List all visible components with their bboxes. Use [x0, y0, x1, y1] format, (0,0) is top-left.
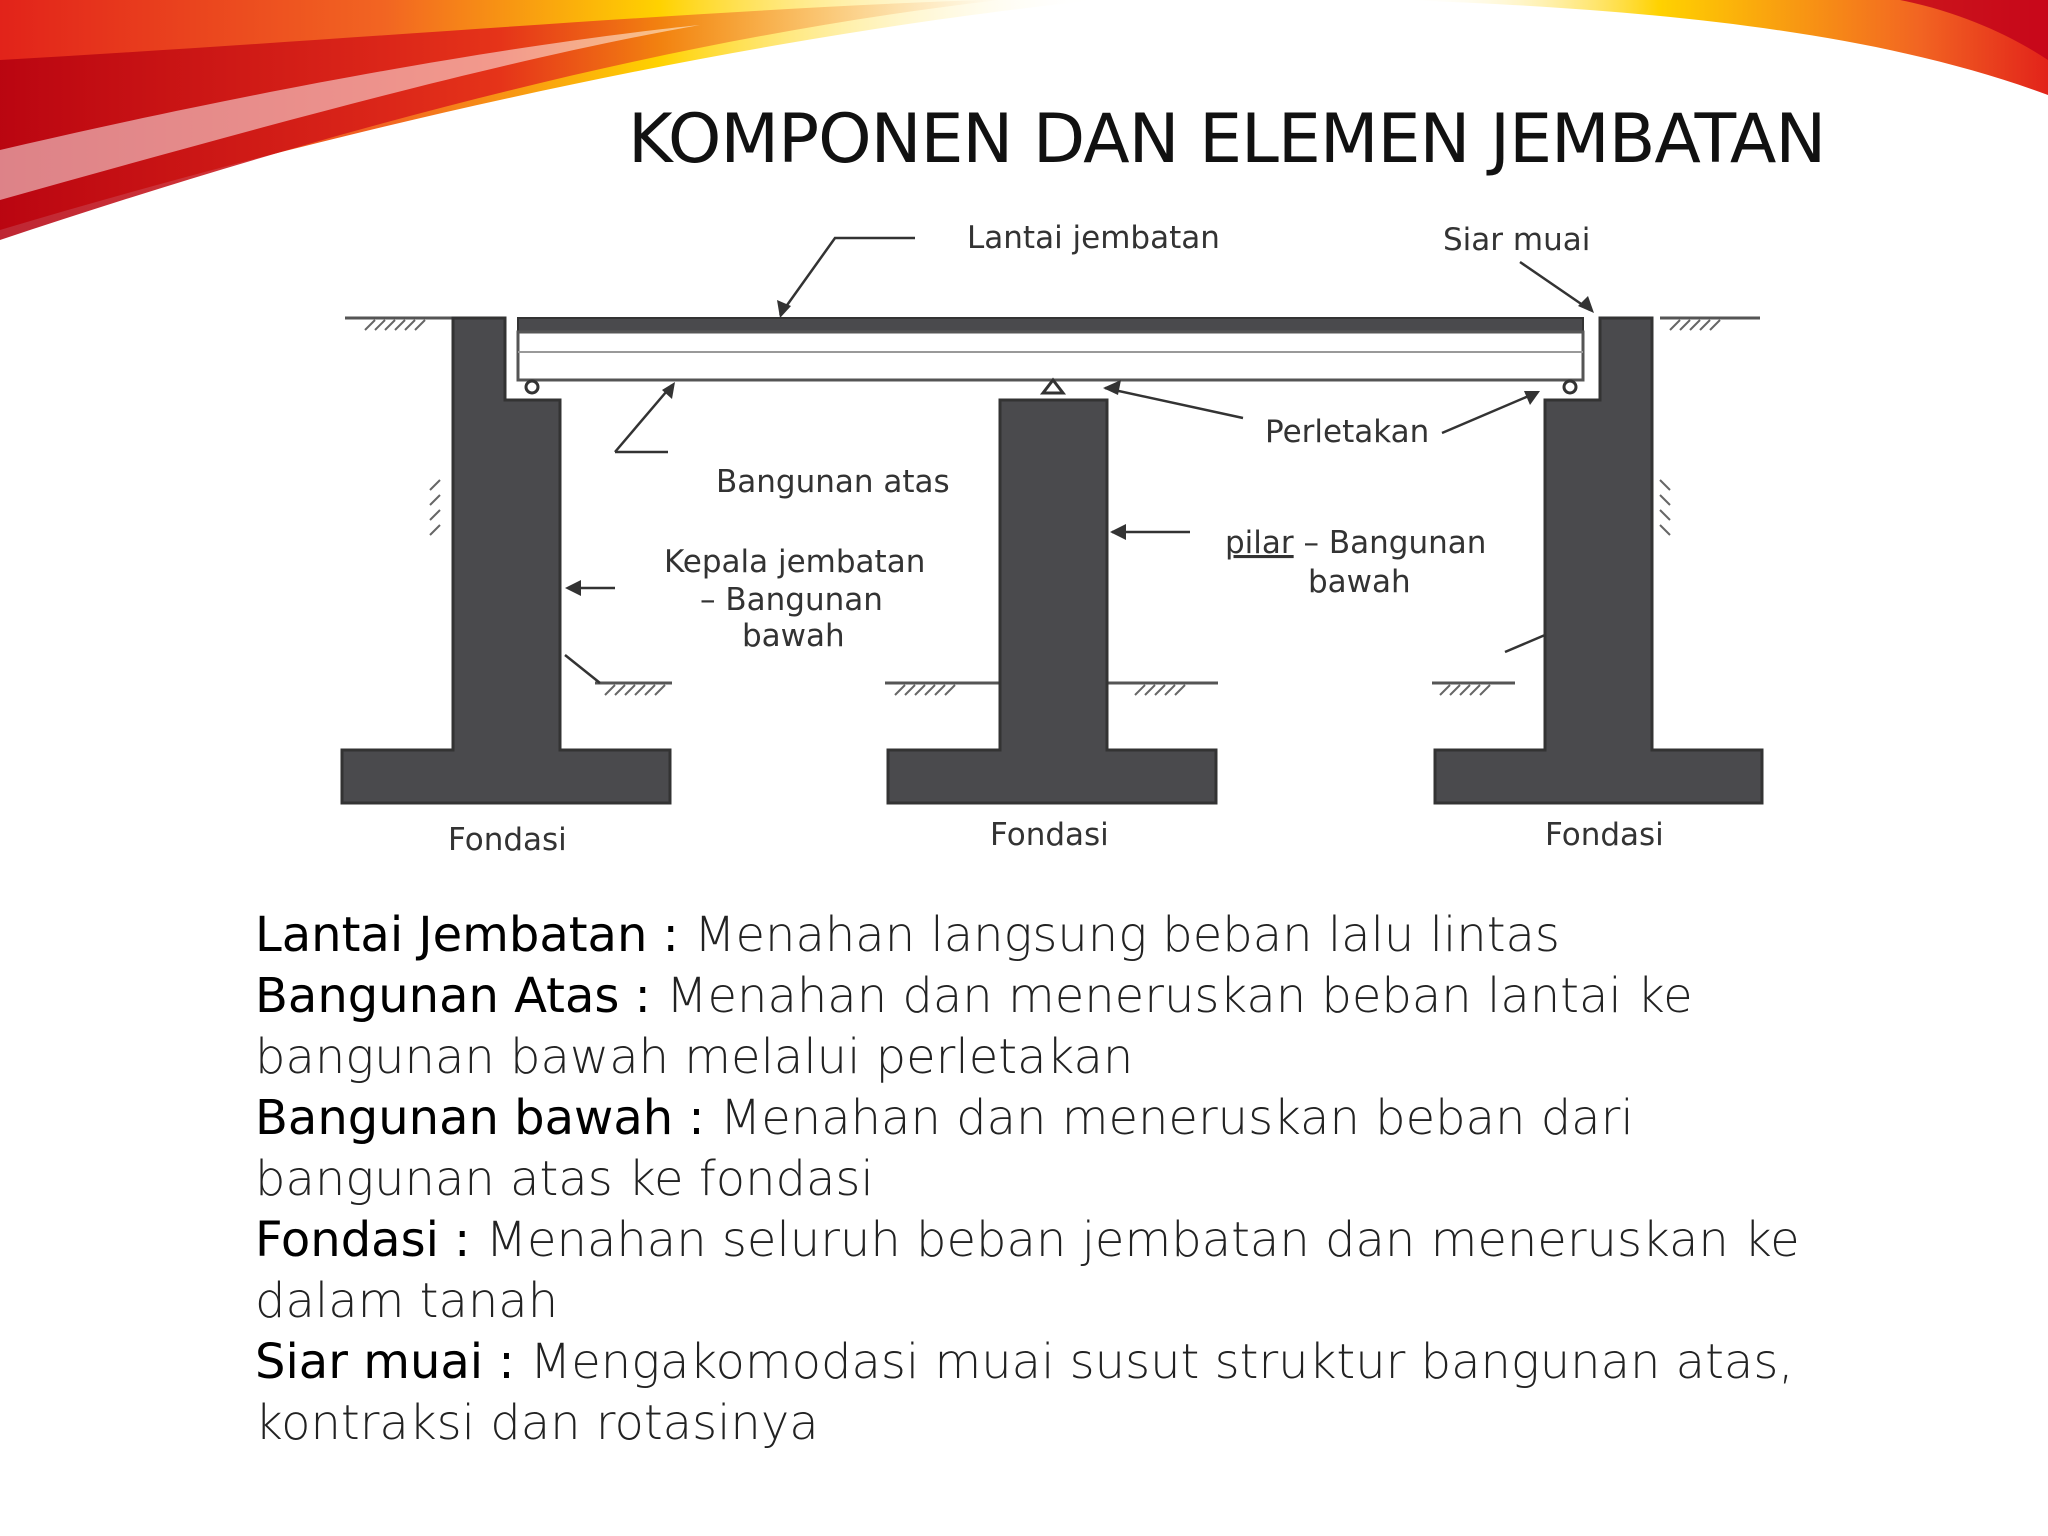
definition-desc: Menahan dan meneruskan beban lantai ke bangunan bawah melalui perletakan: [255, 968, 1693, 1085]
label-fondasi-center: Fondasi: [990, 817, 1109, 853]
label-pilar-word: pilar: [1225, 525, 1294, 561]
label-fondasi-left: Fondasi: [448, 822, 567, 858]
definition-bangunan-atas: [255, 966, 1875, 1088]
label-pilar-line2: bawah: [1308, 564, 1411, 600]
definition-desc: Menahan seluruh beban jembatan dan meneruskan ke dalam tanah: [255, 1212, 1800, 1329]
label-kepala-jembatan: Kepala jembatan: [664, 544, 926, 580]
label-pilar: [1225, 525, 1486, 561]
definition-desc: Mengakomodasi muai susut struktur bangunan atas, kontraksi dan rotasinya: [255, 1334, 1794, 1451]
definition-desc: Menahan dan meneruskan beban dari bangunan atas ke fondasi: [255, 1090, 1634, 1207]
label-pilar-rest: – Bangunan: [1293, 525, 1487, 561]
definition-term: Bangunan Atas :: [255, 968, 651, 1024]
definition-term: Lantai Jembatan :: [255, 907, 679, 963]
slide-title: KOMPONEN DAN ELEMEN JEMBATAN: [628, 100, 1826, 179]
definition-siar-muai: [255, 1332, 1875, 1454]
label-perletakan: Perletakan: [1265, 414, 1430, 450]
label-kepala-jembatan-line3: bawah: [742, 618, 845, 654]
label-bangunan-atas: Bangunan atas: [716, 464, 950, 500]
definition-lantai-jembatan: [255, 905, 1875, 966]
label-fondasi-right: Fondasi: [1545, 817, 1664, 853]
definition-desc: Menahan langsung beban lalu lintas: [678, 907, 1560, 963]
definition-bangunan-bawah: [255, 1088, 1875, 1210]
definitions-list: [255, 905, 1875, 1454]
label-lantai-jembatan: Lantai jembatan: [967, 220, 1220, 256]
definition-fondasi: [255, 1210, 1875, 1332]
label-kepala-jembatan-line2: – Bangunan: [700, 582, 883, 618]
definition-term: Siar muai :: [255, 1334, 515, 1390]
definition-term: Fondasi :: [255, 1212, 471, 1268]
definition-term: Bangunan bawah :: [255, 1090, 705, 1146]
label-siar-muai: Siar muai: [1443, 222, 1591, 258]
